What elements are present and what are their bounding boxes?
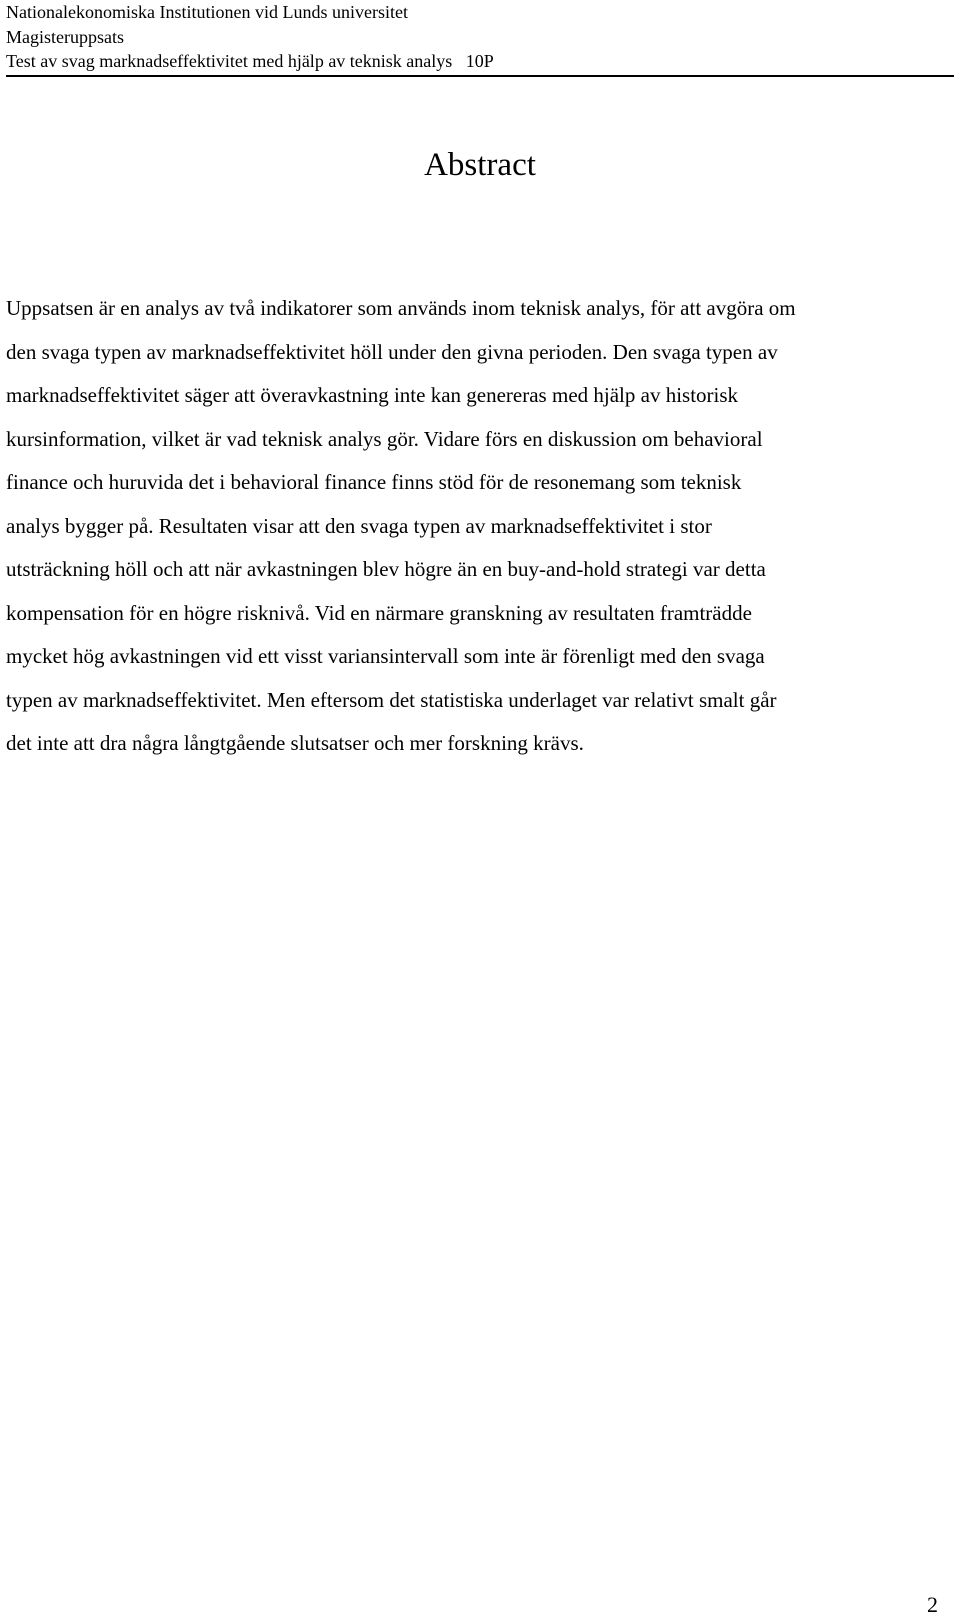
header-thesis-title: Test av svag marknadseffektivitet med hjälp av teknisk analys 10P (6, 51, 494, 71)
abstract-line: utsträckning höll och att när avkastningen blev högre än en buy-and-hold strategi var detta (6, 557, 766, 581)
abstract-line: den svaga typen av marknadseffektivitet höll under den givna perioden. Den svaga typen av (6, 339, 778, 364)
page-header (6, 0, 954, 77)
page-number: 2 (927, 1592, 938, 1617)
abstract-line: typen av marknadseffektivitet. Men eftersom det statistiska underlaget var relativt smalt går (6, 687, 777, 712)
header-document-type: Magisteruppsats (6, 26, 124, 47)
abstract-line: mycket hög avkastningen vid ett visst variansintervall som inte är förenligt med den svaga (6, 644, 765, 668)
abstract-line: marknadseffektivitet säger att överavkastning inte kan genereras med hjälp av historisk (6, 383, 739, 407)
abstract-title: Abstract (424, 147, 536, 183)
abstract-line: analys bygger på. Resultaten visar att den svaga typen av marknadseffektivitet i stor (6, 513, 712, 538)
abstract-body (6, 287, 936, 766)
abstract-line: Uppsatsen är en analys av två indikatorer som används inom teknisk analys, för att avgöra om (6, 296, 796, 320)
header-institution: Nationalekonomiska Institutionen vid Lunds universitet (6, 2, 408, 22)
abstract-line: finance och huruvida det i behavioral finance finns stöd för de resonemang som teknisk (6, 470, 742, 494)
abstract-line: kursinformation, vilket är vad teknisk analys gör. Vidare förs en diskussion om behavioral (6, 426, 763, 451)
abstract-line: kompensation för en högre risknivå. Vid en närmare granskning av resultaten framträdde (6, 600, 752, 625)
abstract-line: det inte att dra några långtgående slutsatser och mer forskning krävs. (6, 731, 584, 755)
